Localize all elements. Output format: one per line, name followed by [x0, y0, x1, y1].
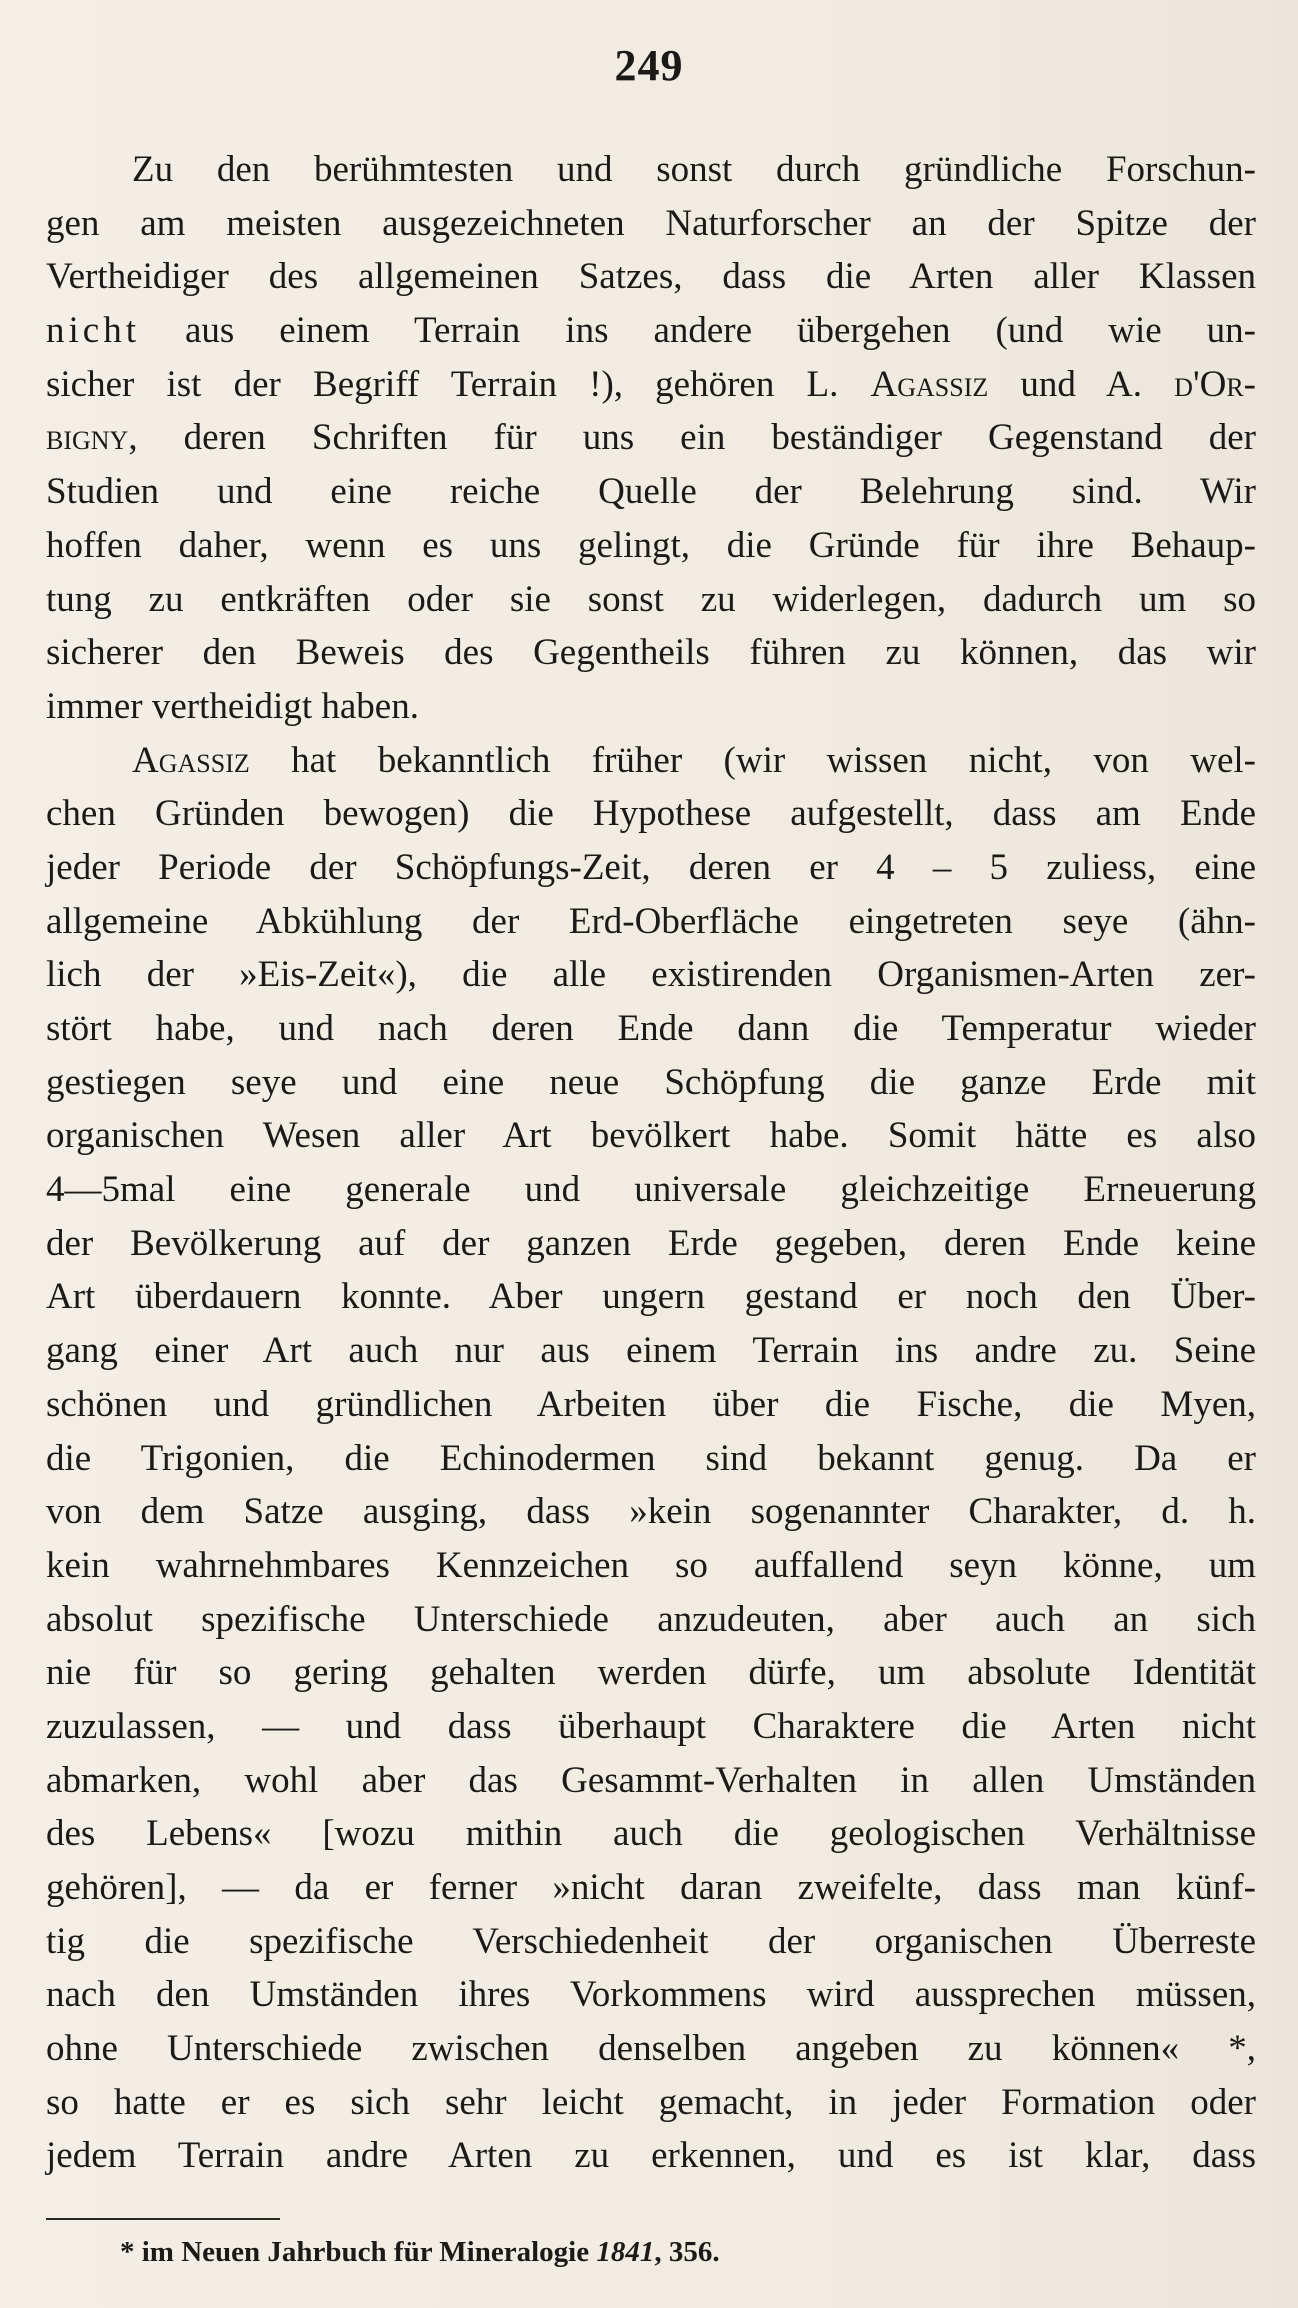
author-name: Agassiz — [132, 739, 250, 781]
text-line: stört habe, und nach deren Ende dann die Temperatur wieder — [46, 1008, 1256, 1049]
text-line: gang einer Art auch nur aus einem Terrain ins andre zu. Seine — [46, 1330, 1256, 1372]
paragraph-2 — [46, 734, 1256, 2184]
text-line — [46, 358, 1256, 412]
text-line: jedem Terrain andre Arten zu erkennen, und es ist klar, dass — [46, 2135, 1256, 2177]
text-line: hoffen daher, wenn es uns gelingt, die Gründe für ihre Behaup- — [46, 524, 1256, 566]
text-line: so hatte er es sich sehr leicht gemacht, in jeder Formation oder — [46, 2081, 1256, 2123]
text-line: abmarken, wohl aber das Gesammt-Verhalten in allen Umständen — [46, 1759, 1256, 1801]
text-line — [46, 734, 1256, 788]
text-span: und A. — [988, 363, 1175, 405]
emphasized-word: nicht — [46, 310, 140, 352]
text-span: hat bekanntlich früher (wir wissen nicht, von wel- — [249, 739, 1256, 781]
body-text — [46, 143, 1256, 2183]
author-name: bigny — [46, 417, 129, 459]
footnote-text: * im Neuen Jahrbuch für Mineralogie — [120, 2236, 597, 2268]
text-line: 4—5mal eine generale und universale gleichzeitige Erneuerung — [46, 1169, 1256, 1211]
text-line — [46, 411, 1256, 465]
text-line: organischen Wesen aller Art bevölkert habe. Somit hätte es also — [46, 1115, 1256, 1157]
text-line: Studien und eine reiche Quelle der Belehrung sind. Wir — [46, 471, 1256, 513]
text-line: gestiegen seye und eine neue Schöpfung die ganze Erde mit — [46, 1061, 1256, 1103]
text-line: jeder Periode der Schöpfungs-Zeit, deren er 4 – 5 zuliess, eine — [46, 846, 1256, 888]
footnote-year: 1841 — [596, 2236, 655, 2268]
footnote-divider — [46, 2218, 280, 2220]
text-line: des Lebens« [wozu mithin auch die geologischen Verhältnisse — [46, 1813, 1256, 1855]
paragraph-1 — [46, 143, 1256, 734]
text-line: von dem Satze ausging, dass »kein sogenannter Charakter, d. h. — [46, 1491, 1256, 1533]
text-line: die Trigonien, die Echinodermen sind bekannt genug. Da er — [46, 1437, 1256, 1479]
text-span: , deren Schriften für uns ein beständiger Gegenstand der — [128, 417, 1256, 459]
text-line: sicherer den Beweis des Gegentheils führen zu können, das wir — [46, 632, 1256, 674]
text-line: absolut spezifische Unterschiede anzudeuten, aber auch an sich — [46, 1598, 1256, 1640]
author-name: Agassiz — [870, 363, 989, 405]
text-line: tig die spezifische Verschiedenheit der organischen Überreste — [46, 1920, 1256, 1962]
author-name: d'Or- — [1174, 363, 1256, 405]
text-line: der Bevölkerung auf der ganzen Erde gegeben, deren Ende keine — [46, 1222, 1256, 1264]
footnote-text: , 356. — [654, 2236, 720, 2268]
text-line: immer vertheidigt haben. — [46, 685, 419, 727]
text-line: schönen und gründlichen Arbeiten über die Fische, die Myen, — [46, 1383, 1256, 1425]
text-line: tung zu entkräften oder sie sonst zu widerlegen, dadurch um so — [46, 578, 1256, 620]
text-span: sicher ist der Begriff Terrain !), gehören L. — [46, 363, 871, 405]
text-line: gehören], — da er ferner »nicht daran zweifelte, dass man künf- — [46, 1867, 1256, 1908]
text-line: nach den Umständen ihres Vorkommens wird aussprechen müssen, — [46, 1974, 1256, 2016]
text-line: lich der »Eis-Zeit«), die alle existirenden Organismen-Arten zer- — [46, 954, 1256, 996]
footnote — [120, 2232, 720, 2272]
text-line: Vertheidiger des allgemeinen Satzes, dass die Arten aller Klassen — [46, 256, 1256, 298]
text-line: allgemeine Abkühlung der Erd-Oberfläche eingetreten seye (ähn- — [46, 900, 1256, 942]
text-span: aus einem Terrain ins andere übergehen (und wie un- — [139, 310, 1256, 352]
text-line: nie für so gering gehalten werden dürfe, um absolute Identität — [46, 1652, 1256, 1694]
text-line: ohne Unterschiede zwischen denselben angeben zu können« *, — [46, 2028, 1256, 2070]
text-line — [46, 304, 1256, 358]
text-line: gen am meisten ausgezeichneten Naturforscher an der Spitze der — [46, 202, 1256, 244]
text-line: Zu den berühmtesten und sonst durch gründliche Forschun- — [132, 149, 1256, 190]
page-number: 249 — [614, 41, 684, 90]
text-line: chen Gründen bewogen) die Hypothese aufgestellt, dass am Ende — [46, 793, 1256, 835]
text-line: kein wahrnehmbares Kennzeichen so auffallend seyn könne, um — [46, 1544, 1256, 1586]
text-line: Art überdauern konnte. Aber ungern gestand er noch den Über- — [46, 1276, 1256, 1318]
text-line: zuzulassen, — und dass überhaupt Charaktere die Arten nicht — [46, 1705, 1256, 1747]
